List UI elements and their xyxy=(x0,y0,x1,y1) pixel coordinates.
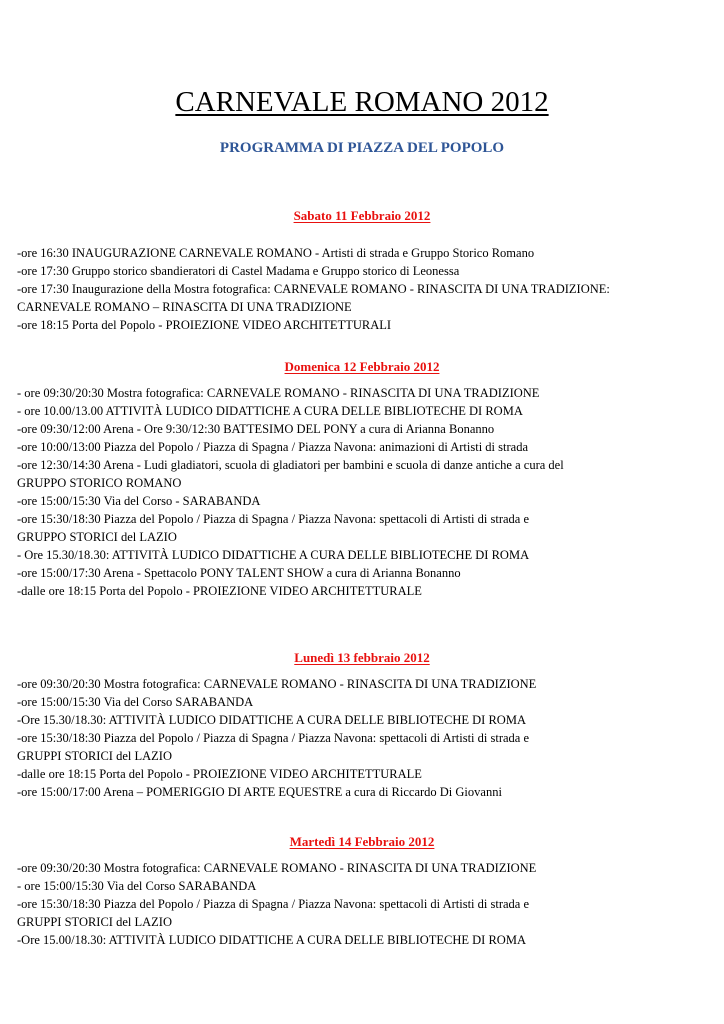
schedule-item: -Ore 15.00/18.30: ATTIVITÀ LUDICO DIDATTICHE A CURA DELLE BIBLIOTECHE DI ROMA xyxy=(17,933,526,947)
schedule-item-continuation: GRUPPO STORICI del LAZIO xyxy=(17,530,177,544)
schedule-item: -ore 15:00/15:30 Via del Corso - SARABANDA xyxy=(17,494,261,508)
schedule-item: -ore 12:30/14:30 Arena - Ludi gladiatori, scuola di gladiatori per bambini e scuola di danze antiche a cura del xyxy=(17,458,564,472)
page-subtitle: PROGRAMMA DI PIAZZA DEL POPOLO xyxy=(219,140,505,156)
day-heading-domenica: Domenica 12 Febbraio 2012 xyxy=(284,359,440,374)
schedule-item: -ore 15:30/18:30 Piazza del Popolo / Piazza di Spagna / Piazza Navona: spettacoli di Artisti di strada e xyxy=(17,897,530,911)
schedule-item: -ore 15:30/18:30 Piazza del Popolo / Piazza di Spagna / Piazza Navona: spettacoli di Artisti di strada e xyxy=(17,512,530,526)
page-title: CARNEVALE ROMANO 2012 xyxy=(175,86,549,118)
schedule-item-continuation: GRUPPI STORICI del LAZIO xyxy=(17,749,172,763)
schedule-item: -ore 17:30 Inaugurazione della Mostra fotografica: CARNEVALE ROMANO - RINASCITA DI UNA TRADIZIONE: xyxy=(17,282,610,296)
schedule-item: -ore 10:00/13:00 Piazza del Popolo / Piazza di Spagna / Piazza Navona: animazioni di Artisti di strada xyxy=(17,440,528,454)
schedule-list-lunedi xyxy=(17,675,717,801)
day-heading-lunedi: Lunedì 13 febbraio 2012 xyxy=(294,650,430,665)
schedule-item: -ore 09:30/12:00 Arena - Ore 9:30/12:30 BATTESIMO DEL PONY a cura di Arianna Bonanno xyxy=(17,422,495,436)
schedule-item: -ore 15:00/17:00 Arena – POMERIGGIO DI ARTE EQUESTRE a cura di Riccardo Di Giovanni xyxy=(17,785,502,799)
schedule-list-domenica xyxy=(17,384,717,600)
schedule-item: -Ore 15.30/18.30: ATTIVITÀ LUDICO DIDATTICHE A CURA DELLE BIBLIOTECHE DI ROMA xyxy=(17,713,526,727)
schedule-item: -ore 18:15 Porta del Popolo - PROIEZIONE VIDEO ARCHITETTURALI xyxy=(17,318,392,332)
schedule-item: - ore 15:00/15:30 Via del Corso SARABANDA xyxy=(17,879,257,893)
day-heading-sabato: Sabato 11 Febbraio 2012 xyxy=(293,208,431,223)
schedule-item: -ore 15:00/15:30 Via del Corso SARABANDA xyxy=(17,695,254,709)
schedule-item: -dalle ore 18:15 Porta del Popolo - PROIEZIONE VIDEO ARCHITETTURALE xyxy=(17,584,422,598)
schedule-item: -ore 15:30/18:30 Piazza del Popolo / Piazza di Spagna / Piazza Navona: spettacoli di Artisti di strada e xyxy=(17,731,530,745)
schedule-item: - Ore 15.30/18.30: ATTIVITÀ LUDICO DIDATTICHE A CURA DELLE BIBLIOTECHE DI ROMA xyxy=(17,548,530,562)
schedule-item-continuation: CARNEVALE ROMANO – RINASCITA DI UNA TRADIZIONE xyxy=(17,300,352,314)
schedule-item: - ore 09:30/20:30 Mostra fotografica: CARNEVALE ROMANO - RINASCITA DI UNA TRADIZIONE xyxy=(17,386,540,400)
schedule-list-martedi xyxy=(17,859,717,949)
schedule-item: -ore 15:00/17:30 Arena - Spettacolo PONY TALENT SHOW a cura di Arianna Bonanno xyxy=(17,566,461,580)
schedule-item: -ore 09:30/20:30 Mostra fotografica: CARNEVALE ROMANO - RINASCITA DI UNA TRADIZIONE xyxy=(17,861,537,875)
schedule-item: -ore 17:30 Gruppo storico sbandieratori di Castel Madama e Gruppo storico di Leonessa xyxy=(17,264,460,278)
schedule-item: -ore 16:30 INAUGURAZIONE CARNEVALE ROMANO - Artisti di strada e Gruppo Storico Romano xyxy=(17,246,535,260)
schedule-item-continuation: GRUPPO STORICO ROMANO xyxy=(17,476,182,490)
schedule-item: -ore 09:30/20:30 Mostra fotografica: CARNEVALE ROMANO - RINASCITA DI UNA TRADIZIONE xyxy=(17,677,537,691)
day-heading-martedi: Martedì 14 Febbraio 2012 xyxy=(289,834,435,849)
schedule-item: -dalle ore 18:15 Porta del Popolo - PROIEZIONE VIDEO ARCHITETTURALE xyxy=(17,767,422,781)
schedule-item: - ore 10.00/13.00 ATTIVITÀ LUDICO DIDATTICHE A CURA DELLE BIBLIOTECHE DI ROMA xyxy=(17,404,523,418)
schedule-item-continuation: GRUPPI STORICI del LAZIO xyxy=(17,915,172,929)
schedule-list-sabato xyxy=(17,244,717,334)
